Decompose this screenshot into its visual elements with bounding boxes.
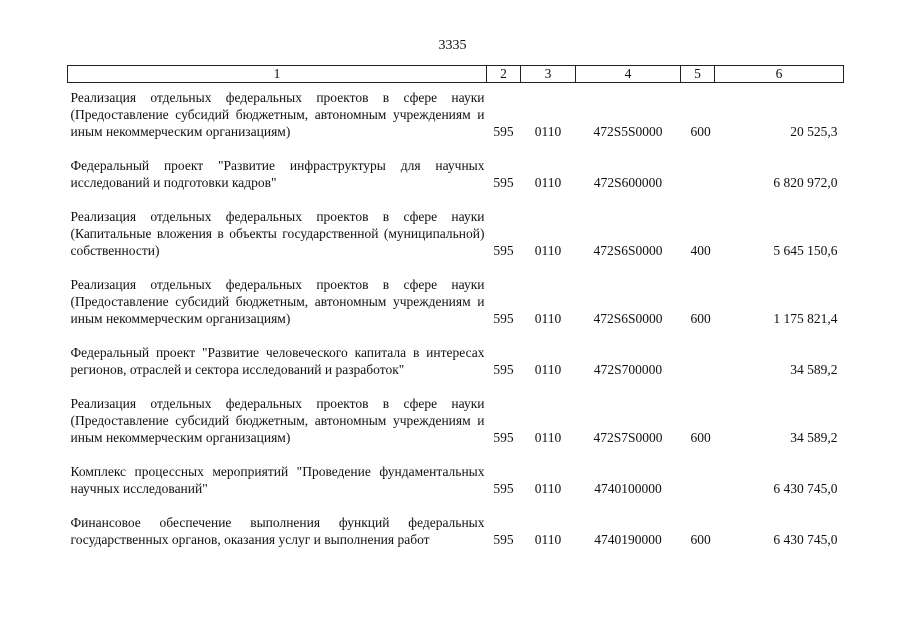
row-description: Федеральный проект "Развитие человеческого капитала в интересах регионов, отраслей и сектора исследований и разработок" [70, 345, 485, 377]
row-amount: 5 645 150,6 [773, 243, 838, 258]
row-code-ministry: 595 [493, 430, 514, 445]
row-code-expense: 600 [690, 311, 711, 326]
row-code-section: 0110 [534, 362, 562, 377]
column-header: 2 [487, 66, 521, 83]
table-row [68, 198, 844, 266]
row-code-section: 0110 [534, 124, 562, 139]
column-header: 5 [681, 66, 715, 83]
row-description: Реализация отдельных федеральных проектов в сфере науки (Капитальные вложения в объекты государственной (муниципальной) собственности) [70, 209, 485, 258]
row-code-expense: 600 [690, 532, 711, 547]
row-code-target: 4740100000 [594, 481, 662, 496]
row-description: Реализация отдельных федеральных проектов в сфере науки (Предоставление субсидий бюджетным, автономным учреждениям и иным некоммерческим организациям) [70, 277, 485, 326]
row-code-ministry: 595 [493, 481, 514, 496]
row-code-section: 0110 [534, 532, 562, 547]
row-code-ministry: 595 [493, 243, 514, 258]
row-amount: 20 525,3 [790, 124, 838, 139]
row-code-section: 0110 [534, 481, 562, 496]
row-code-ministry: 595 [493, 175, 514, 190]
row-code-target: 472S600000 [593, 175, 663, 190]
row-description: Федеральный проект "Развитие инфраструктуры для научных исследований и подготовки кадров" [70, 158, 485, 190]
table-row [68, 147, 844, 198]
row-description: Комплекс процессных мероприятий "Проведение фундаментальных научных исследований" [70, 464, 485, 496]
table-row [68, 334, 844, 385]
row-code-expense: 600 [690, 124, 711, 139]
row-amount: 6 820 972,0 [773, 175, 838, 190]
table-row [68, 385, 844, 453]
budget-table [67, 65, 844, 555]
table-row [68, 266, 844, 334]
row-code-target: 472S7S0000 [593, 430, 663, 445]
column-header: 3 [521, 66, 576, 83]
row-amount: 1 175 821,4 [773, 311, 838, 326]
row-code-expense [681, 453, 715, 504]
column-header: 6 [715, 66, 844, 83]
row-description: Реализация отдельных федеральных проектов в сфере науки (Предоставление субсидий бюджетным, автономным учреждениям и иным некоммерческим организациям) [70, 396, 485, 445]
row-code-expense [681, 334, 715, 385]
row-code-target: 472S6S0000 [593, 243, 663, 258]
row-amount: 34 589,2 [790, 362, 838, 377]
page-number: 3335 [438, 38, 467, 53]
row-code-section: 0110 [534, 243, 562, 258]
row-amount: 6 430 745,0 [773, 481, 838, 496]
row-amount: 6 430 745,0 [773, 532, 838, 547]
header-row [68, 66, 844, 83]
table-row [68, 83, 844, 148]
row-code-target: 472S6S0000 [593, 311, 663, 326]
row-code-ministry: 595 [493, 311, 514, 326]
row-code-target: 472S700000 [593, 362, 663, 377]
row-code-section: 0110 [534, 175, 562, 190]
row-code-section: 0110 [534, 430, 562, 445]
row-code-ministry: 595 [493, 124, 514, 139]
table-row [68, 453, 844, 504]
row-code-expense [681, 147, 715, 198]
column-header: 4 [576, 66, 681, 83]
row-code-ministry: 595 [493, 362, 514, 377]
column-header: 1 [68, 66, 487, 83]
table-row [68, 504, 844, 555]
row-description: Финансовое обеспечение выполнения функций федеральных государственных органов, оказания услуг и выполнения работ [70, 515, 485, 547]
row-code-expense: 400 [690, 243, 711, 258]
row-code-target: 4740190000 [594, 532, 662, 547]
row-code-section: 0110 [534, 311, 562, 326]
row-code-expense: 600 [690, 430, 711, 445]
row-code-ministry: 595 [493, 532, 514, 547]
row-description: Реализация отдельных федеральных проектов в сфере науки (Предоставление субсидий бюджетным, автономным учреждениям и иным некоммерческим организациям) [70, 90, 485, 139]
row-code-target: 472S5S0000 [593, 124, 663, 139]
row-amount: 34 589,2 [790, 430, 838, 445]
